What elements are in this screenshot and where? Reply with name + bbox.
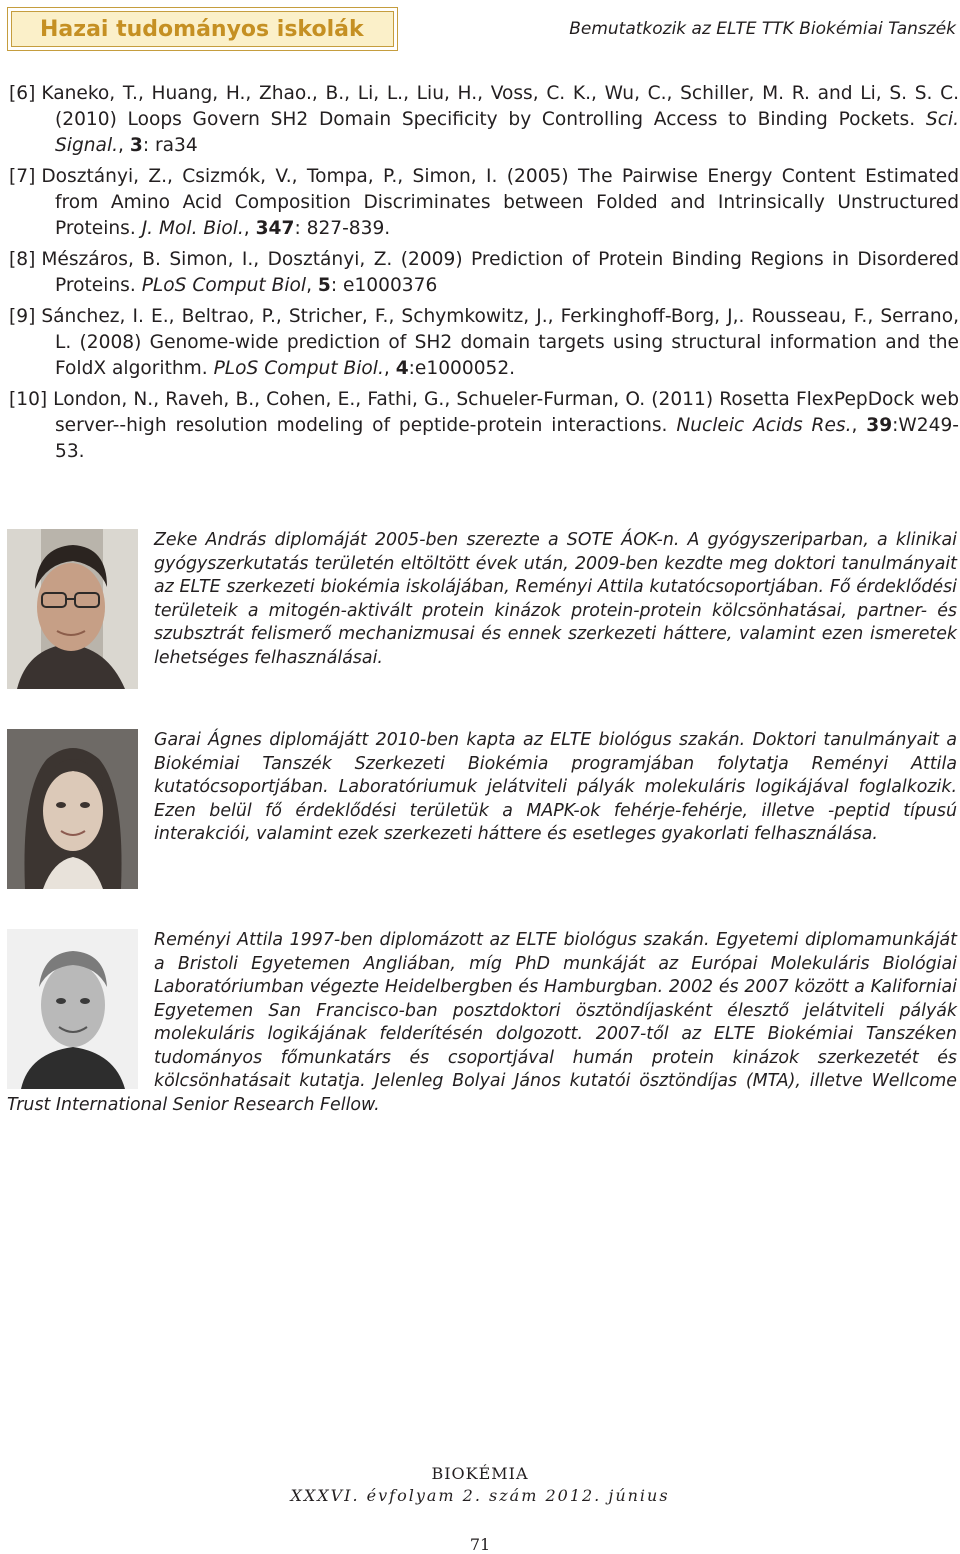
reference-journal: PLoS Comput Biol: [141, 275, 307, 296]
reference-text: Mészáros, B. Simon, I., Dosztányi, Z. (2009) Prediction of Protein Binding Regions in Disordered Proteins.: [41, 249, 959, 296]
reference-item: [9, 164, 959, 242]
reference-number: [10]: [9, 389, 48, 410]
reference-text: Kaneko, T., Huang, H., Zhao., B., Li, L., Liu, H., Voss, C. K., Wu, C., Schiller, M. R. and Li, S. S. C. (2010) Loops Govern SH2 Domain Specificity by Controlling Access to Binding Pockets.: [41, 83, 959, 130]
reference-number: [7]: [9, 166, 36, 187]
author-bio-garai: [7, 729, 957, 893]
author-photo: [7, 529, 138, 689]
section-header-box: [7, 7, 398, 51]
reference-pages: : e1000376: [330, 275, 438, 296]
footer-issue: XXXVI. évfolyam 2. szám 2012. június: [290, 1486, 670, 1505]
reference-item: [9, 387, 959, 465]
reference-number: [8]: [9, 249, 36, 270]
portrait-man-glasses: [7, 529, 138, 689]
author-bio-zeke: [7, 529, 957, 693]
reference-separator: ,: [118, 135, 130, 156]
reference-item: [9, 247, 959, 299]
portrait-man: [7, 929, 138, 1089]
reference-pages: : 827-839.: [294, 218, 391, 239]
reference-text: Sánchez, I. E., Beltrao, P., Stricher, F., Schymkowitz, J., Ferkinghoff-Borg, J,. Rousseau, F., Serrano, L. (2008) Genome-wide prediction of SH2 domain targets using structural information and the FoldX algorithm.: [41, 306, 959, 379]
reference-volume: 5: [317, 275, 331, 296]
reference-volume: 347: [255, 218, 295, 239]
running-title: Bemutatkozik az ELTE TTK Biokémiai Tanszék: [569, 19, 956, 39]
author-photo: [7, 929, 138, 1089]
bio-text: Garai Ágnes diplomájátt 2010-ben kapta az ELTE biológus szakán. Doktori tanulmányait a Biokémiai Tanszék Szerkezeti Biokémia programjában folytatja Reményi Attila kutatócsoportjában. Laboratóriumuk jelátviteli pályák molekuláris logikájával foglalkozik. Ezen belül fő érdeklődési területük a MAPK-ok fehérje-fehérje, illetve -peptid típusú interakciói, valamint ezek szerkezeti háttere és esetleges gyakorlati felhasználása.: [154, 730, 957, 844]
page-number: 71: [469, 1535, 491, 1554]
reference-journal: Sci. Signal.: [55, 109, 959, 156]
reference-text: London, N., Raveh, B., Cohen, E., Fathi, G., Schueler-Furman, O. (2011) Rosetta FlexPepDock web server--high resolution modeling of peptide-protein interactions.: [53, 389, 959, 436]
reference-volume: 3: [129, 135, 143, 156]
reference-journal: PLoS Comput Biol.: [213, 358, 384, 379]
reference-pages: :W249-53.: [55, 415, 959, 462]
reference-number: [6]: [9, 83, 36, 104]
reference-item: [9, 304, 959, 382]
reference-separator: ,: [383, 358, 396, 379]
reference-journal: Nucleic Acids Res.: [676, 415, 852, 436]
reference-number: [9]: [9, 306, 36, 327]
portrait-woman: [7, 729, 138, 889]
reference-text: Dosztányi, Z., Csizmók, V., Tompa, P., Simon, I. (2005) The Pairwise Energy Content Estimated from Amino Acid Composition Discriminates between Folded and Intrinsically Unstructured Proteins.: [41, 166, 959, 239]
author-photo: [7, 729, 138, 889]
reference-pages: :e1000052.: [408, 358, 516, 379]
reference-pages: : ra34: [142, 135, 198, 156]
section-title: Hazai tudományos iskolák: [11, 11, 394, 47]
reference-volume: 39: [866, 415, 893, 436]
bio-text: Zeke András diplomáját 2005-ben szerezte a SOTE ÁOK-n. A gyógyszeriparban, a klinikai gyógyszerkutatás területén eltöltött évek után, 2009-ben kezdte meg doktori tanulmányait az ELTE szerkezeti biokémia iskolájában, Reményi Attila kutatócsoportjában. Fő érdeklődési területeik a mitogén-aktivált protein kinázok protein-protein kölcsönhatásai, partner- és szubsztrát felismerő mechanizmusai és ennek szerkezeti háttere, valamint ezen ismeretek lehetséges felhasználásai.: [154, 530, 957, 668]
reference-separator: ,: [851, 415, 867, 436]
reference-journal: J. Mol. Biol.: [141, 218, 244, 239]
reference-item: [9, 81, 959, 159]
reference-separator: ,: [306, 275, 318, 296]
bio-text: Reményi Attila 1997-ben diplomázott az ELTE biológus szakán. Egyetemi diplomamunkáját a Bristoli Egyetemen Angliában, míg PhD munkáját az Európai Molekuláris Biológiai Laboratóriumban végezte Heidelbergben és Hamburgban. 2002 és 2007 között a Kaliforniai Egyetemen San Francisco-ban posztdoktori ösztöndíjasként élesztő jelátviteli pályák molekuláris logikájának felderítésén dolgozott. 2007-től az ELTE Biokémiai Tanszéken tudományos főmunkatárs és csoportjával humán protein kinázok szerkezetét és kölcsönhatásait kutatja. Jelenleg Bolyai János kutatói ösztöndíjas (MTA), illetve Wellcome Trust International Senior Research Fellow.: [7, 930, 957, 1115]
reference-list: [9, 81, 959, 470]
footer-journal-name: BIOKÉMIA: [431, 1464, 529, 1483]
author-bio-remenyi: [7, 929, 957, 1117]
reference-separator: ,: [243, 218, 256, 239]
reference-volume: 4: [395, 358, 409, 379]
